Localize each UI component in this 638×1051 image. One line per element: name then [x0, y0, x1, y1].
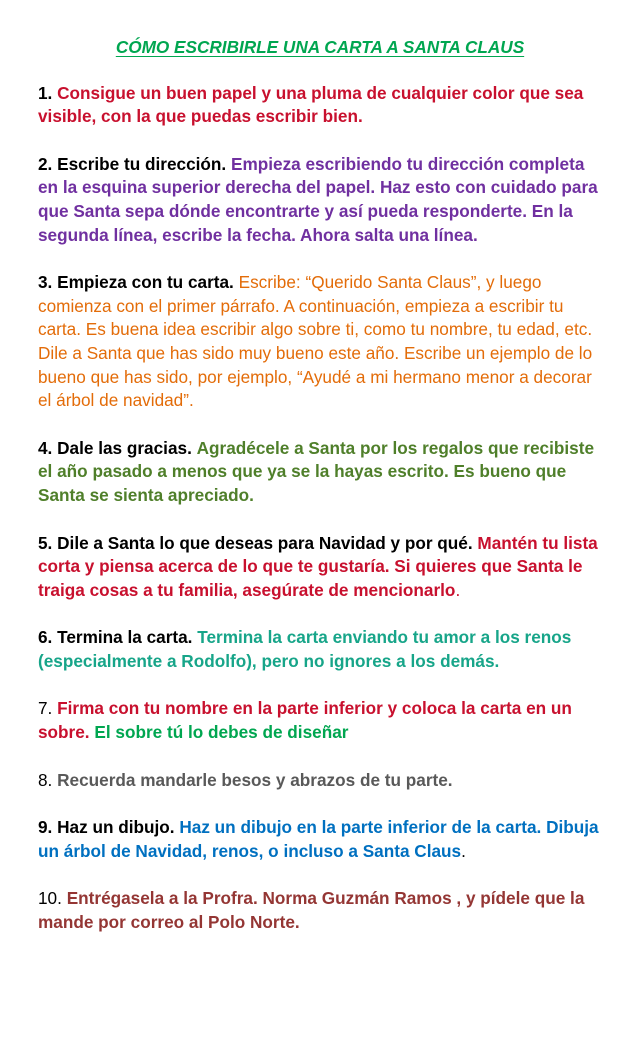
step-number: 6. [38, 627, 53, 648]
step-body: Mantén tu lista corta y piensa acerca de lo que te gustaría. Si quieres que Santa le traiga cosas a tu familia, asegúrate de mencionarlo [38, 532, 598, 600]
step-body: Escribe: “Querido Santa Claus”, y luego comienza con el primer párrafo. A continuación, empieza a escribir tu carta. Es buena idea escribir algo sobre ti, como tu nombre, tu edad, etc. Dile a Santa que has sido muy bueno este año. Escribe un ejemplo de lo bueno que has sido, por ejemplo, “Ayudé a mi hermano menor a decorar el árbol de navidad”. [38, 272, 593, 411]
step-4 [38, 437, 602, 508]
step-7 [38, 697, 602, 744]
step-body: Recuerda mandarle besos y abrazos de tu parte. [57, 769, 453, 790]
step-8 [38, 769, 602, 793]
step-body: Entrégasela a la Profra. Norma Guzmán Ramos , y pídele que la mande por correo al Polo Norte. [38, 888, 585, 933]
step-heading: Dale las gracias. [57, 437, 192, 458]
step-body: Firma con tu nombre en la parte inferior y coloca la carta en un sobre. [38, 698, 572, 743]
step-number: 5. [38, 532, 53, 553]
step-number: 2. [38, 153, 53, 174]
step-heading: Empieza con tu carta. [57, 272, 234, 293]
step-number: 7. [38, 698, 53, 719]
step-number: 3. [38, 272, 53, 293]
step-number: 4. [38, 437, 53, 458]
step-extra: El sobre tú lo debes de diseñar [94, 722, 349, 743]
step-heading: Dile a Santa lo que deseas para Navidad y por qué. [57, 532, 473, 553]
step-number: 8. [38, 769, 53, 790]
step-body: Consigue un buen papel y una pluma de cualquier color que sea visible, con la que puedas escribir bien. [38, 82, 584, 127]
document-title: CÓMO ESCRIBIRLE UNA CARTA A SANTA CLAUS [115, 37, 525, 57]
step-9 [38, 816, 602, 863]
step-2 [38, 153, 602, 247]
step-heading: Haz un dibujo. [57, 817, 175, 838]
step-body: Termina la carta enviando tu amor a los renos (especialmente a Rodolfo), pero no ignores a los demás. [38, 627, 572, 671]
step-trailing-period: . [455, 579, 461, 600]
step-heading: Termina la carta. [57, 627, 193, 648]
step-3 [38, 271, 602, 413]
step-6 [38, 626, 602, 673]
step-body: Haz un dibujo en la parte inferior de la carta. Dibuja un árbol de Navidad, renos, o incluso a Santa Claus [38, 817, 599, 861]
step-heading: Escribe tu dirección. [57, 153, 227, 174]
step-trailing-period: . [461, 840, 466, 861]
step-body: Empieza escribiendo tu dirección completa en la esquina superior derecha del papel. Haz esto con cuidado para que Santa sepa dónde encontrarte y así pueda responderte. En la segunda línea, escribe la fecha. Ahora salta una línea. [38, 153, 598, 245]
step-5 [38, 532, 602, 603]
step-10 [38, 887, 602, 934]
step-number: 1. [38, 82, 53, 103]
step-number: 10. [38, 888, 62, 909]
step-body: Agradécele a Santa por los regalos que recibiste el año pasado a menos que ya se la hayas escrito. Es bueno que Santa se sienta apreciado. [38, 437, 595, 505]
step-number: 9. [38, 817, 53, 838]
step-1 [38, 82, 602, 129]
